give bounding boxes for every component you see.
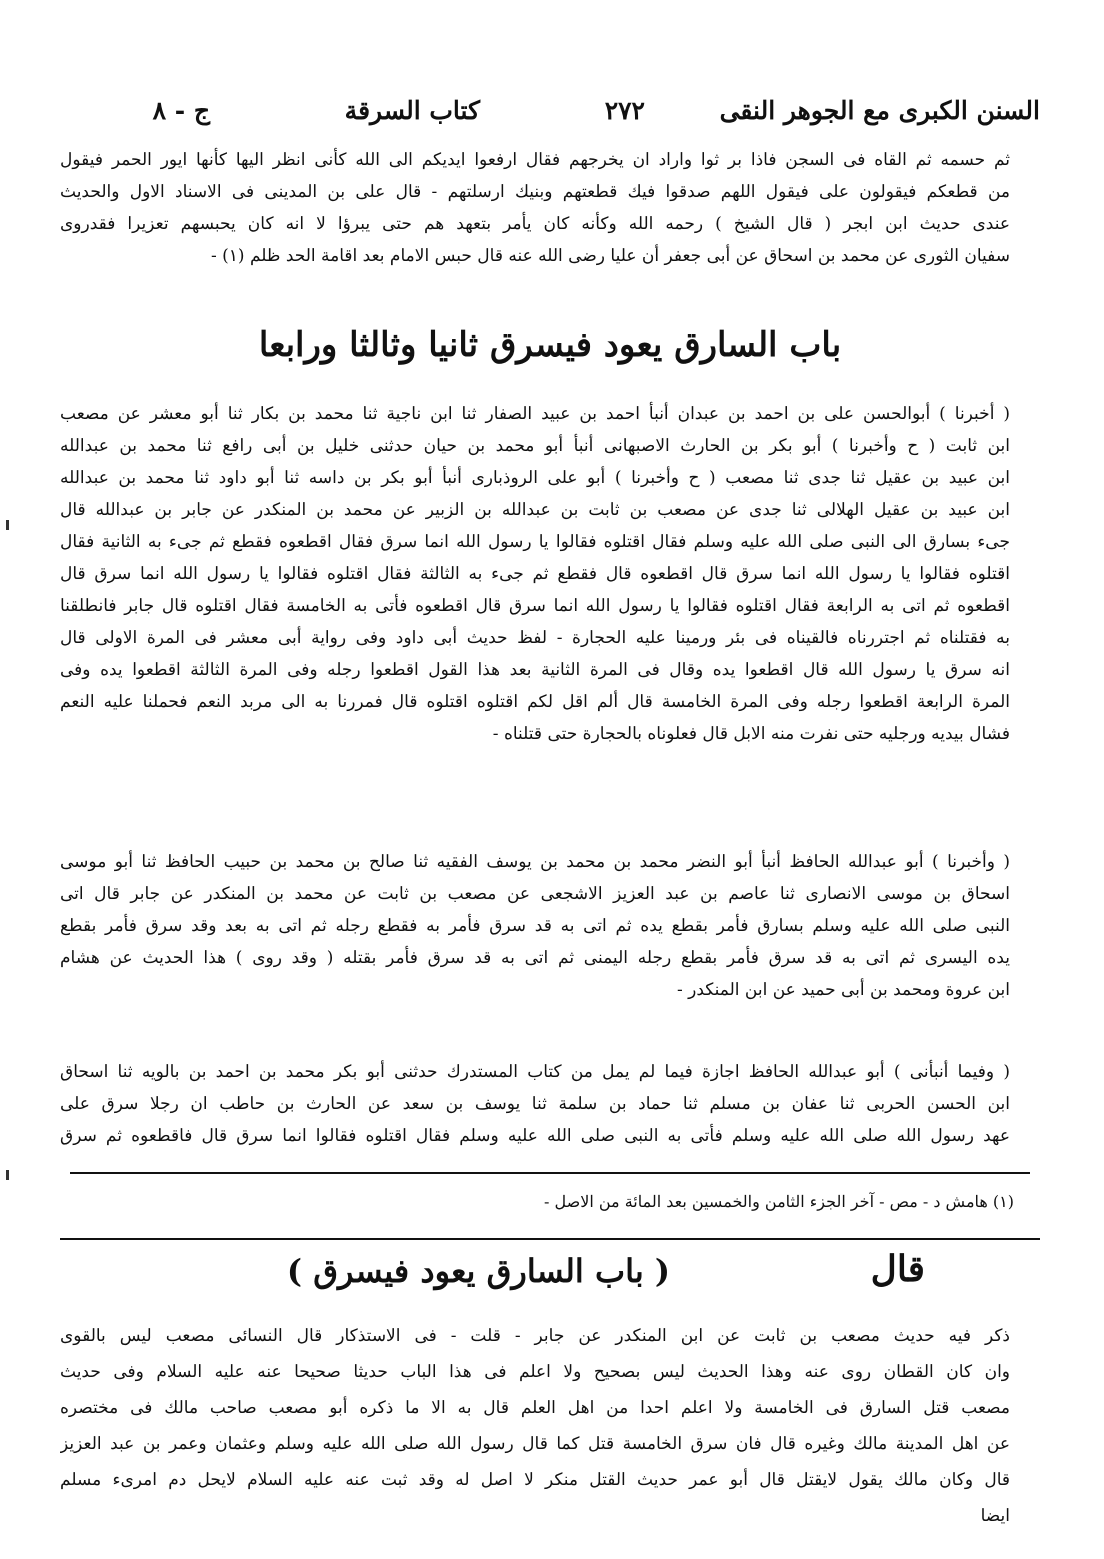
- section-title: كتاب السرقة: [344, 96, 480, 125]
- text-line: فشال بيديه ورجليه حتى نفرت منه الابل قال فعلوناه بالحجارة حتى قتلناه -: [492, 724, 1010, 744]
- text-line: عن اهل المدينة مالك وغيره قال فان سرق الخامسة قتل كما قال رسول الله صلى الله عليه وسلم وعثمان وعمر بن عبد العزيز: [60, 1434, 1010, 1454]
- intro-paragraph: [60, 144, 1010, 272]
- text-line: انه سرق يا رسول الله قال اقطعوا يده وقال فى المرة الثانية بعد هذا القول اقطعوا رجله وفى المرة الثالثة اقطعوا يده وفى: [60, 660, 1010, 680]
- chapter-heading: باب السارق يعود فيسرق ثانيا وثالثا ورابعا: [258, 325, 842, 365]
- hadith-paragraph: [60, 398, 1010, 750]
- volume-label: ج - ٨: [152, 96, 210, 125]
- text-line: النبى صلى الله عليه وسلم بسارق فأمر بقطع يده ثم اتى به قد سرق فأمر به فقطع رجله ثم اتى به بعد وقد سرق فأمر بقطع: [60, 916, 1010, 936]
- commentary-divider: [60, 1238, 1040, 1240]
- text-line: من قطعكم فيقولون على فيقول اللهم صدقوا فيك قطعتهم وبنيك ارسلتهم - قال على بن المدينى فى الاسناد الاول والحديث: [60, 182, 1010, 202]
- text-line: ( وفيما أنبأنى ) أبو عبدالله الحافظ اجازة فيما لم يمل من كتاب المستدرك حدثنى أبو بكر محمد بن احمد بن بالويه ثنا اسحاق: [60, 1062, 1010, 1082]
- commentary-title: ( باب السارق يعود فيسرق ): [286, 1252, 670, 1290]
- page-number: ٢٧٢: [604, 96, 645, 125]
- text-line: جىء بسارق الى النبى صلى الله عليه وسلم فقال اقتلوه فقالوا يا رسول الله انما سرق فقال اقطعوه فقطع ثم جىء به الثانية فقال: [60, 532, 1010, 552]
- text-line: ذكر فيه حديث مصعب بن ثابت عن ابن المنكدر عن جابر - قلت - فى الاستذكار قال النسائى مصعب ليس بالقوى: [60, 1326, 1010, 1346]
- text-line: ثم حسمه ثم القاه فى السجن فاذا بر ثوا واراد ان يخرجهم فقال ارفعوا ايديكم الى الله كأنى انظر اليها كأنها ايور الحمر فيقول: [60, 150, 1010, 170]
- text-line: ( وأخبرنا ) أبو عبدالله الحافظ أنبأ أبو النضر محمد بن محمد بن يوسف الفقيه ثنا صالح بن محمد بن حبيب الحافظ ثنا أبو موسى: [60, 852, 1010, 872]
- text-line: به فقتلناه ثم اجتررناه فالقيناه فى بئر ورمينا عليه الحجارة - لفظ حديث أبى داود وفى رواية أبى معشر فى المرة الاولى قال: [60, 628, 1010, 648]
- footnote-divider: [70, 1172, 1030, 1174]
- text-line: قال وكان مالك يقول لايقتل قال أبو عمر حديث القتل منكر لا اصل له وقد ثبت عنه عليه السلام لايحل دم امرىء مسلم: [60, 1470, 1010, 1490]
- text-line: وان كان القطان روى عنه وهذا الحديث ليس بصحيح ولا اعلم فى هذا الباب حديثا صحيحا عنه عليه السلام وفى حديث: [60, 1362, 1010, 1382]
- commentary-label: قال: [870, 1248, 925, 1290]
- text-line: ابن ثابت ( ح وأخبرنا ) أبو بكر بن الحارث الاصبهانى أنبأ أبو محمد بن حيان حدثنى خليل بن أبى رافع ثنا محمد بن عبدالله: [60, 436, 1010, 456]
- hadith-paragraph: [60, 1056, 1010, 1152]
- text-line: ابن الحسن الحربى ثنا عفان بن مسلم ثنا حماد بن سلمة ثنا يوسف بن سعد عن الحارث بن حاطب ان رجلا سرق على: [60, 1094, 1010, 1114]
- text-line: ( أخبرنا ) أبوالحسن على بن احمد بن عبدان أنبأ احمد بن عبيد الصفار ثنا ابن ناجية ثنا محمد بن بكار ثنا أبو معشر عن مصعب: [60, 404, 1010, 424]
- margin-mark: [6, 1170, 9, 1180]
- text-line: ابن عروة ومحمد بن أبى حميد عن ابن المنكدر -: [676, 980, 1010, 1000]
- text-line: عندى حديث ابن ابجر ( قال الشيخ ) رحمه الله وكأنه كان يأمر بتعهد هم حتى يبرؤا لا انه كان يحبسهم تعزيرا فقدروى: [60, 214, 1010, 234]
- text-line: مصعب قتل السارق فى الخامسة ولا اعلم احدا من اهل العلم قال به الا ما ذكره أبو مصعب صاحب مالك فى مختصره: [60, 1398, 1010, 1418]
- text-line: اسحاق بن موسى الانصارى ثنا عاصم بن عبد العزيز الاشجعى عن مصعب بن ثابت عن محمد بن المنكدر عن جابر قال اتى: [60, 884, 1010, 904]
- text-line: اقتلوه فقالوا يا رسول الله انما سرق قال اقطعوه قال فقطع ثم جىء به الثالثة فقال اقتلوه فقالوا يا رسول الله انما سرق قال: [60, 564, 1010, 584]
- running-header: [70, 96, 1040, 144]
- book-title: السنن الكبرى مع الجوهر النقى: [719, 96, 1040, 125]
- commentary-paragraph: [60, 1318, 1010, 1534]
- text-line: عهد رسول الله صلى الله عليه وسلم فأتى به النبى صلى الله عليه وسلم فقال اقتلوه فقالوا انما سرق قال فاقطعوه ثم سرق: [60, 1126, 1010, 1146]
- text-line: المرة الرابعة اقطعوا رجله وفى المرة الخامسة قال ألم اقل لكم اقتلوه اقتلوه قال فمررنا به الى مربد النعم فحملنا عليه النعم: [60, 692, 1010, 712]
- text-line: اقطعوه ثم اتى به الرابعة فقال اقتلوه فقالوا يا رسول الله انما سرق قال اقطعوه فأتى به الخامسة فقال اقتلوه قال جابر فانطلقنا: [60, 596, 1010, 616]
- text-line: يده اليسرى ثم اتى به قد سرق فأمر بقطع رجله اليمنى ثم اتى به قد سرق فأمر بقتله ( وقد روى ) هذا الحديث عن هشام: [60, 948, 1010, 968]
- footnote: (١) هامش د - مص - آخر الجزء الثامن والخمسين بعد المائة من الاصل -: [544, 1192, 1014, 1211]
- commentary-heading: [60, 1248, 1040, 1308]
- text-line: ابن عبيد بن عقيل ثنا جدى ثنا مصعب ( ح وأخبرنا ) أبو على الروذبارى أنبأ أبو بكر بن داسه ثنا أبو داود ثنا محمد بن عبدالله: [60, 468, 1010, 488]
- text-line: ابن عبيد بن عقيل الهلالى ثنا جدى عن مصعب بن ثابت بن عبدالله بن الزبير عن محمد بن المنكدر عن جابر بن عبدالله قال: [60, 500, 1010, 520]
- margin-mark: [6, 520, 9, 530]
- hadith-paragraph: [60, 846, 1010, 1006]
- text-line: ايضا: [980, 1506, 1010, 1526]
- text-line: سفيان الثورى عن محمد بن اسحاق عن أبى جعفر أن عليا رضى الله عنه قال حبس الامام بعد اقامة الحد ظلم (١) -: [210, 246, 1010, 266]
